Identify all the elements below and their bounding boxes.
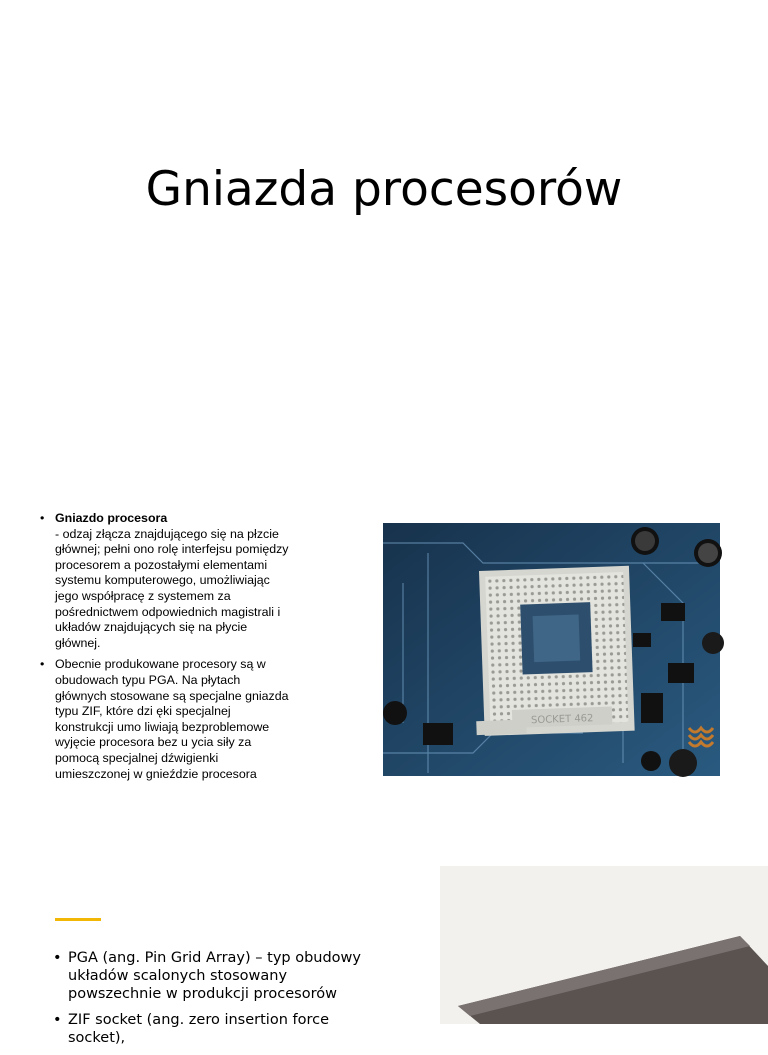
bullet-text: ZIF socket (ang. zero insertion force socket), [68, 1012, 330, 1046]
pga-bullet-list [53, 949, 383, 1055]
accent-bar [55, 918, 101, 921]
socket-slide [0, 468, 768, 836]
pga-cpu-photo [440, 866, 768, 1024]
bullet-icon: • [40, 511, 45, 525]
socket-bullet-list [40, 511, 290, 788]
bullet-text: PGA (ang. Pin Grid Array) – typ obudowy układów scalonych stosowany powszechnie w produkcji procesorów [68, 950, 361, 1002]
pga-slide [0, 836, 768, 1046]
bullet-icon: • [53, 1012, 62, 1028]
cpu-socket-photo [383, 523, 720, 776]
socket-label: SOCKET 462 [530, 713, 594, 727]
title-slide [0, 0, 768, 468]
pga-cpu-illustration [440, 866, 768, 1024]
list-item [40, 511, 290, 651]
bullet-icon: • [53, 950, 62, 966]
slide-title: Gniazda procesorów [145, 162, 623, 217]
list-item [53, 949, 383, 1003]
cpu-socket-illustration [383, 523, 720, 776]
bullet-heading: Gniazdo procesora [55, 511, 168, 525]
bullet-icon: • [40, 657, 45, 672]
list-item [40, 657, 290, 782]
bullet-text: - odzaj złącza znajdującego się na płzcie głównej; pełni ono rolę interfejsu pomiędzy procesorem a pozostałymi elementami systemu komputerowego, umożliwiając jego współpracę z systemem za pośrednictwem odpowiednich magistrali i układów znajdujących się na płycie głównej. [55, 526, 289, 650]
list-item [53, 1011, 383, 1047]
bullet-text: Obecnie produkowane procesory są w obudowach typu PGA. Na płytach głównych stosowane są specjalne gniazda typu ZIF, które dzi ęki specjalnej konstrukcji umo liwiają bezproblemowe wyjęcie procesora bez u ycia siły za pomocą specjalnej dźwigienki umieszczonej w gnieździe procesora [55, 657, 289, 781]
